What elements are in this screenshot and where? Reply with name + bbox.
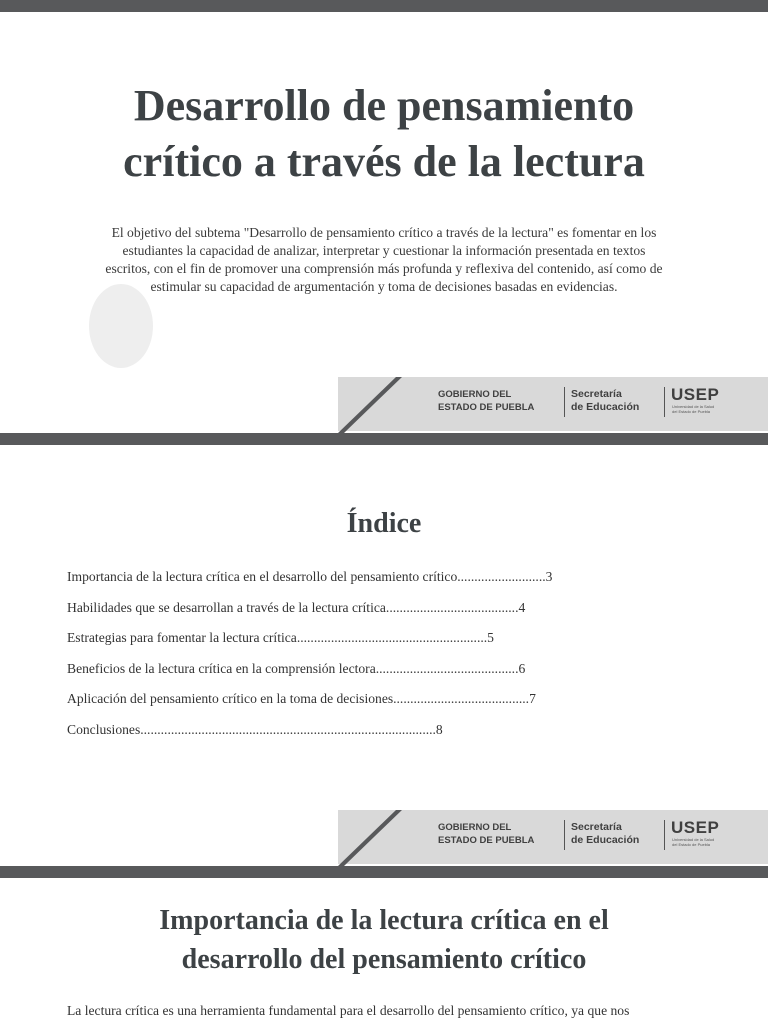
usep-subtitle: Universidad de la Salud del Estado de Puebla	[672, 837, 715, 847]
footer-logos	[0, 808, 768, 866]
secretaria-logo: Secretaría de Educación	[571, 388, 640, 413]
intro-line: El objetivo del subtema "Desarrollo de pensamiento crítico a través de la lectura" es fomentar en los	[111, 225, 657, 240]
gobierno-logo: GOBIERNO DEL ESTADO DE PUEBLA	[438, 822, 535, 846]
body-paragraph	[67, 1002, 707, 1020]
toc-item[interactable]: Habilidades que se desarrollan a través de la lectura crítica.......................................4	[67, 599, 526, 615]
usep-logo: USEP	[671, 818, 720, 837]
slide-1	[0, 12, 768, 433]
usep-logo: USEP	[671, 385, 720, 404]
logo-divider	[664, 820, 665, 850]
table-of-contents	[67, 568, 552, 752]
title-line-1: Desarrollo de pensamiento	[133, 81, 635, 130]
usep-subtitle: Universidad de la Salud del Estado de Puebla	[672, 404, 715, 414]
title-line-2: desarrollo del pensamiento crítico	[181, 944, 587, 975]
divider-bar	[0, 433, 768, 445]
title-line-1: Importancia de la lectura crítica en el	[159, 905, 609, 936]
slash-graphic	[0, 808, 768, 866]
decorative-shape	[89, 284, 153, 368]
index-title: Índice	[346, 508, 422, 539]
logo-divider	[564, 820, 565, 850]
intro-line: escritos, con el fin de promover una comprensión más profunda y reflexiva del contenido, así como de	[105, 261, 663, 276]
intro-line: estimular su capacidad de argumentación y toma de decisiones basadas en evidencias.	[150, 279, 618, 294]
footer-logos	[0, 375, 768, 433]
slide-2	[0, 445, 768, 866]
intro-line: estudiantes la capacidad de analizar, interpretar y cuestionar la información presentada en textos	[122, 243, 646, 258]
slide-3	[0, 878, 768, 1024]
intro-paragraph	[78, 224, 690, 296]
title-line-2: crítico a través de la lectura	[123, 137, 645, 186]
toc-item[interactable]: Estrategias para fomentar la lectura crítica........................................................5	[67, 630, 494, 646]
divider-bar	[0, 866, 768, 878]
toc-item[interactable]: Importancia de la lectura crítica en el desarrollo del pensamiento crítico..........................3	[67, 569, 553, 584]
slide-title	[0, 78, 768, 190]
gobierno-logo: GOBIERNO DEL ESTADO DE PUEBLA	[438, 389, 535, 413]
section-title	[0, 901, 768, 979]
top-bar	[0, 0, 768, 12]
toc-item[interactable]: Aplicación del pensamiento crítico en la toma de decisiones........................................7	[67, 691, 536, 707]
body-line: La lectura crítica es una herramienta fundamental para el desarrollo del pensamiento crítico, ya que nos	[67, 1003, 630, 1018]
logo-divider	[664, 387, 665, 417]
toc-item[interactable]: Beneficios de la lectura crítica en la comprensión lectora..........................................6	[67, 660, 526, 676]
secretaria-logo: Secretaría de Educación	[571, 821, 640, 846]
logo-divider	[564, 387, 565, 417]
toc-item[interactable]: Conclusiones.......................................................................................8	[67, 721, 443, 737]
slash-graphic	[0, 375, 768, 433]
